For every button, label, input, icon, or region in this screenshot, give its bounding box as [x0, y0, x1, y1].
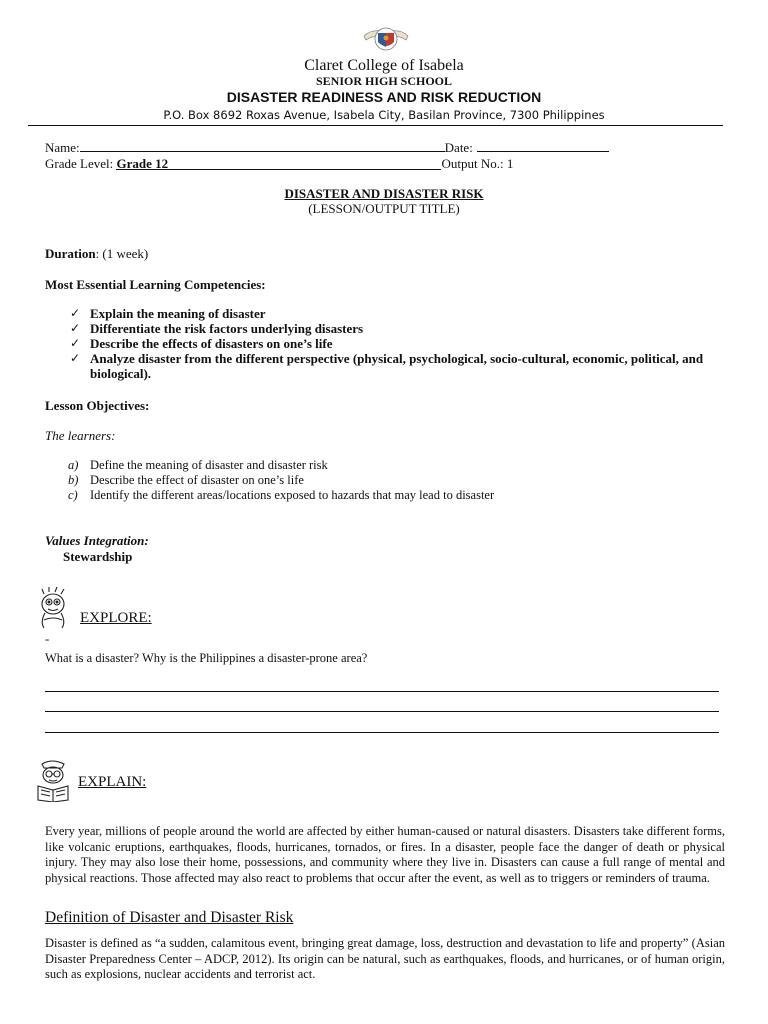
list-item [70, 306, 730, 321]
header-divider [28, 125, 723, 126]
competency-text: Differentiate the risk factors underlying disasters [90, 321, 364, 336]
list-item [70, 336, 730, 351]
objectives-list [68, 458, 708, 503]
competency-text: Explain the meaning of disaster [90, 306, 266, 321]
reading-character-icon [32, 758, 76, 802]
list-item [68, 488, 708, 503]
output-label: Output No.: 1 [441, 156, 514, 171]
list-item [68, 458, 708, 473]
values-value: Stewardship [63, 549, 133, 564]
lesson-subtitle: (LESSON/OUTPUT TITLE) [308, 201, 460, 216]
objective-letter: b) [68, 473, 79, 487]
date-label: Date: [444, 140, 473, 155]
objective-letter: c) [68, 488, 78, 502]
competencies-list [70, 306, 730, 381]
check-icon: ✓ [70, 336, 81, 350]
competency-text: Describe the effects of disasters on one’s life [90, 336, 333, 351]
objective-text: Define the meaning of disaster and disaster risk [90, 458, 328, 472]
explain-heading: EXPLAIN: [78, 774, 147, 790]
answer-line-1[interactable] [45, 691, 719, 692]
explain-paragraph: Every year, millions of people around the world are affected by either human-caused or natural disasters. Disasters take different forms, like volcanic eruptions, earthquakes, floods, hurricanes, tornados, or fires. In a disaster, people face the danger of death or physical injury. They may also lose their home, possessions, and community where they live in. Disasters can cause a full range of mental and physical reactions. Those affected may also react to problems that occur after the event, as well as to triggers or reminders of trauma. [45, 824, 725, 885]
grade-value: Grade 12 [116, 156, 169, 171]
definition-heading: Definition of Disaster and Disaster Risk [45, 909, 294, 926]
duration-value: : (1 week) [95, 246, 149, 261]
school-name: Claret College of Isabela [304, 57, 464, 74]
list-item [70, 351, 730, 381]
objective-letter: a) [68, 458, 79, 472]
name-date-row [45, 140, 725, 156]
competencies-heading: Most Essential Learning Competencies: [45, 277, 266, 292]
name-label: Name: [45, 140, 80, 155]
check-icon: ✓ [70, 351, 81, 365]
values-heading: Values Integration: [45, 533, 149, 548]
duration [45, 246, 148, 262]
subject-title: DISASTER READINESS AND RISK REDUCTION [226, 89, 542, 105]
grade-field[interactable] [116, 156, 441, 170]
school-seal-icon [362, 22, 410, 56]
explore-dash: - [45, 631, 50, 646]
definition-paragraph: Disaster is defined as “a sudden, calamitous event, bringing great damage, loss, destruction and devastation to life and property” (Asian Disaster Preparedness Center – ADCP, 2012). Its origin can be natural, such as earthquakes, floods, and hurricanes, or of human origin, such as explosions, nuclear accidents and terrorist act. [45, 936, 725, 981]
explore-heading: EXPLORE: [80, 610, 152, 626]
objectives-heading: Lesson Objectives: [45, 398, 150, 413]
duration-label: Duration [45, 246, 96, 261]
list-item [70, 321, 730, 336]
objective-text: Describe the effect of disaster on one’s life [90, 473, 304, 487]
name-field[interactable] [80, 140, 445, 152]
school-address: P.O. Box 8692 Roxas Avenue, Isabela City, Basilan Province, 7300 Philippines [163, 108, 605, 122]
answer-line-2[interactable] [45, 711, 719, 712]
check-icon: ✓ [70, 306, 81, 320]
explore-question: What is a disaster? Why is the Philippines a disaster-prone area? [45, 651, 368, 665]
objective-text: Identify the different areas/locations exposed to hazards that may lead to disaster [90, 488, 495, 502]
list-item [68, 473, 708, 488]
grade-label: Grade Level: [45, 156, 114, 171]
answer-line-3[interactable] [45, 732, 719, 733]
grade-output-row [45, 156, 725, 172]
check-icon: ✓ [70, 321, 81, 335]
objectives-intro: The learners: [45, 428, 116, 443]
lesson-title: DISASTER AND DISASTER RISK [284, 186, 484, 201]
thinking-character-icon [32, 586, 76, 630]
competency-text: Analyze disaster from the different perspective (physical, psychological, socio-cultural, economic, political, and biological). [90, 351, 704, 381]
date-field[interactable] [477, 140, 609, 152]
school-division: SENIOR HIGH SCHOOL [315, 74, 453, 88]
